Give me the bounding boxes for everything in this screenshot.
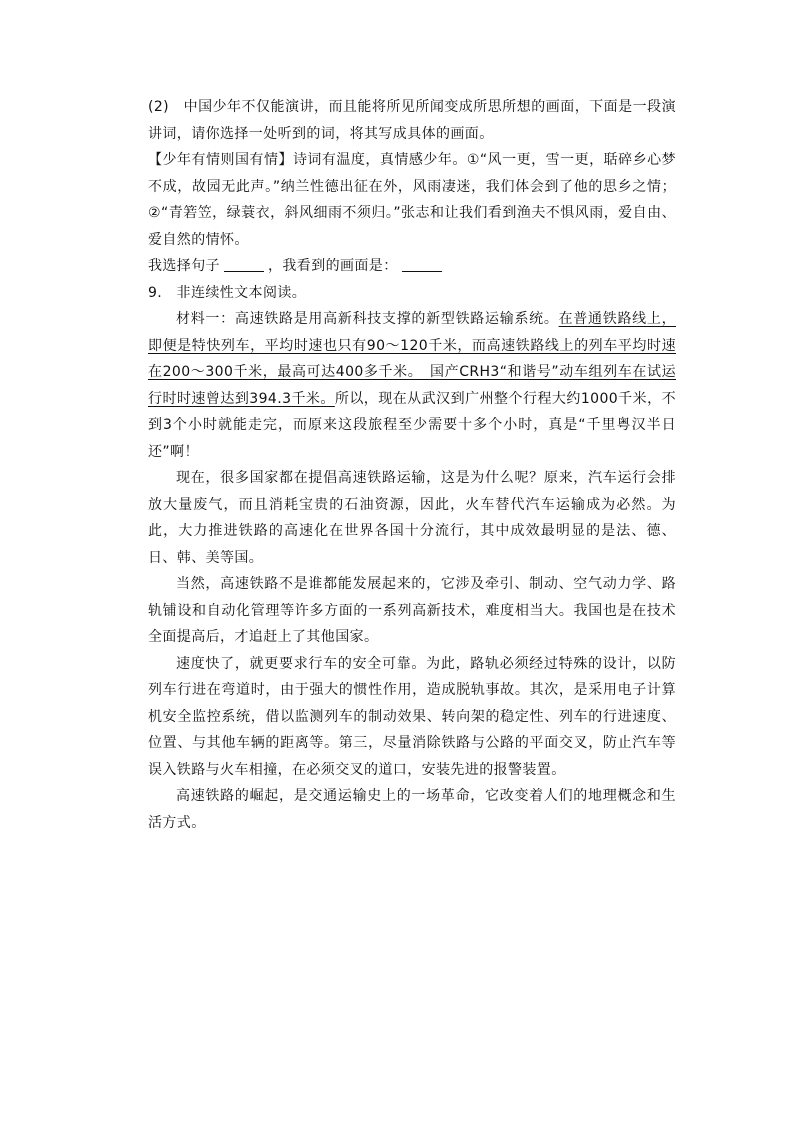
answer-prefix: 我选择句子 bbox=[148, 258, 220, 274]
paragraph-5: 高速铁路的崛起，是交通运输史上的一场革命，它改变着人们的地理概念和生活方式。 bbox=[148, 788, 676, 831]
q2-answer-line bbox=[148, 253, 676, 280]
q9-title: 9. 非连续性文本阅读。 bbox=[148, 284, 307, 301]
answer-middle: ，我看到的画面是： bbox=[268, 258, 398, 274]
material-one-intro: 材料一：高速铁路是用高新科技支撑的新型铁路运输系统。 bbox=[176, 311, 559, 327]
material-one-paragraph bbox=[148, 306, 676, 465]
paragraph-2: 现在，很多国家都在提倡高速铁路运输，这是为什么呢？原来，汽车运行会排放大量废气，而且消耗宝贵的石油资源，因此，火车替代汽车运输成为必然。为此，大力推进铁路的高速化在世界各国十分流行，其中成效最明显的是法、德、日、韩、美等国。 bbox=[148, 470, 676, 566]
material-one-underlined: 在普通铁路线上，即便是特快列车，平均时速也只有90～120千米，而高速铁路线上的列车平均时速在200～300千米，最高可达400多千米。 国产CRH3“和谐号”动车组列车在试运行时时速曾达到394.3千米。 bbox=[148, 311, 676, 407]
document-content bbox=[148, 94, 676, 836]
paragraph-3: 当然，高速铁路不是谁都能发展起来的，它涉及牵引、制动、空气动力学、路轨铺设和自动化管理等许多方面的一系列高新技术，难度相当大。我国也是在技术全面提高后，才追赶上了其他国家。 bbox=[148, 576, 676, 645]
paragraph-4: 速度快了，就更要求行车的安全可靠。为此，路轨必须经过特殊的设计，以防列车行进在弯道时，由于强大的惯性作用，造成脱轨事故。其次，是采用电子计算机安全监控系统，借以监测列车的制动效果、转向架的稳定性、列车的行进速度、位置、与其他车辆的距离等。第三，尽量消除铁路与公路的平面交叉，防止汽车等误入铁路与火车相撞，在必须交叉的道口，安装先进的报警装置。 bbox=[148, 655, 676, 778]
q2-speech-text: 【少年有情则国有情】诗词有温度，真情感少年。①“风一更，雪一更，聒碎乡心梦不成，故园无此声。”纳兰性德出征在外，风雨凄迷，我们体会到了他的思乡之情；②“青箬笠，绿蓑衣，斜风细雨不须归。”张志和让我们看到渔夫不惧风雨，爱自由、爱自然的情怀。 bbox=[148, 152, 676, 248]
scene-description-blank[interactable] bbox=[402, 257, 442, 272]
material-one-conclusion: 所以，现在从武汉到广州整个行程大约1000千米，不到3个小时就能走完，而原来这段旅程至少需要十多个小时，真是“千里粤汉半日还”啊！ bbox=[148, 390, 676, 460]
sentence-choice-blank[interactable] bbox=[224, 257, 264, 272]
q2-instruction: (2) 中国少年不仅能演讲，而且能将所见所闻变成所思所想的画面，下面是一段演讲词，请你选择一处听到的词，将其写成具体的画面。 bbox=[148, 99, 676, 142]
